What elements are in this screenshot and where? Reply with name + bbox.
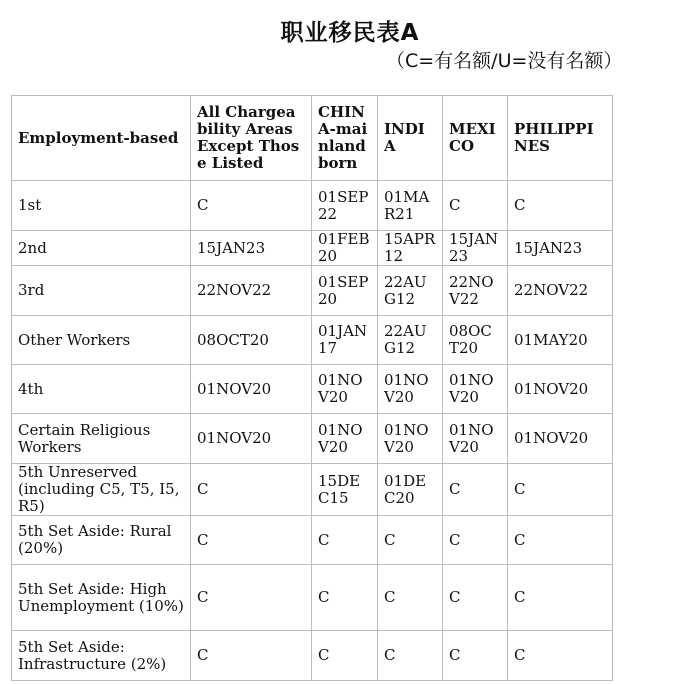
page-subtitle: （C=有名额/U=没有名额） [386,50,623,72]
cell-china: 01SEP22 [312,181,378,231]
cell-philippines: 01NOV20 [508,365,613,414]
cell-all-chargeability: 08OCT20 [191,316,312,365]
cell-mexico: 01NOV20 [443,365,508,414]
cell-mexico: C [443,464,508,516]
cell-mexico: C [443,565,508,631]
table-row [12,365,613,414]
visa-bulletin-table [11,95,613,681]
cell-mexico: 15JAN23 [443,231,508,266]
cell-mexico: C [443,516,508,565]
cell-philippines: C [508,464,613,516]
header-employment-based: Employment-based [12,96,191,181]
cell-mexico: 22NOV22 [443,266,508,316]
table-row [12,266,613,316]
row-category: 1st [12,181,191,231]
cell-philippines: C [508,516,613,565]
cell-mexico: C [443,181,508,231]
cell-china: C [312,516,378,565]
cell-philippines: 01MAY20 [508,316,613,365]
table-row [12,631,613,681]
row-category: 5th Set Aside: Infrastructure (2%) [12,631,191,681]
cell-philippines: 15JAN23 [508,231,613,266]
row-category: 2nd [12,231,191,266]
table-row [12,231,613,266]
header-all-chargeability: All Chargeability Areas Except Those Listed [191,96,312,181]
header-row [12,96,613,181]
header-china: CHINA-mainland born [312,96,378,181]
cell-china: 01SEP20 [312,266,378,316]
row-category: 5th Set Aside: Rural (20%) [12,516,191,565]
cell-philippines: 22NOV22 [508,266,613,316]
cell-china: 01FEB20 [312,231,378,266]
cell-india: C [378,516,443,565]
cell-india: 15APR12 [378,231,443,266]
cell-all-chargeability: C [191,464,312,516]
cell-india: 22AUG12 [378,266,443,316]
cell-india: C [378,631,443,681]
table-row [12,464,613,516]
row-category: 4th [12,365,191,414]
cell-all-chargeability: 01NOV20 [191,365,312,414]
table-row [12,181,613,231]
table-row [12,316,613,365]
cell-all-chargeability: C [191,181,312,231]
cell-philippines: C [508,565,613,631]
table-row [12,516,613,565]
cell-philippines: 01NOV20 [508,414,613,464]
row-category: 5th Unreserved (including C5, T5, I5, R5) [12,464,191,516]
cell-all-chargeability: 22NOV22 [191,266,312,316]
cell-all-chargeability: C [191,631,312,681]
cell-all-chargeability: C [191,516,312,565]
row-category: 5th Set Aside: High Unemployment (10%) [12,565,191,631]
table-row [12,565,613,631]
cell-philippines: C [508,631,613,681]
table-row [12,414,613,464]
cell-india: 01MAR21 [378,181,443,231]
cell-all-chargeability: C [191,565,312,631]
cell-china: C [312,565,378,631]
row-category: 3rd [12,266,191,316]
header-mexico: MEXICO [443,96,508,181]
cell-china: 01NOV20 [312,414,378,464]
cell-mexico: C [443,631,508,681]
cell-philippines: C [508,181,613,231]
cell-china: 15DEC15 [312,464,378,516]
cell-all-chargeability: 15JAN23 [191,231,312,266]
cell-india: C [378,565,443,631]
cell-china: 01JAN17 [312,316,378,365]
cell-mexico: 01NOV20 [443,414,508,464]
page-title: 职业移民表A [280,20,420,46]
cell-india: 01NOV20 [378,414,443,464]
row-category: Other Workers [12,316,191,365]
row-category: Certain Religious Workers [12,414,191,464]
header-india: INDIA [378,96,443,181]
cell-india: 01DEC20 [378,464,443,516]
cell-mexico: 08OCT20 [443,316,508,365]
cell-all-chargeability: 01NOV20 [191,414,312,464]
cell-india: 01NOV20 [378,365,443,414]
header-philippines: PHILIPPINES [508,96,613,181]
cell-india: 22AUG12 [378,316,443,365]
cell-china: 01NOV20 [312,365,378,414]
cell-china: C [312,631,378,681]
